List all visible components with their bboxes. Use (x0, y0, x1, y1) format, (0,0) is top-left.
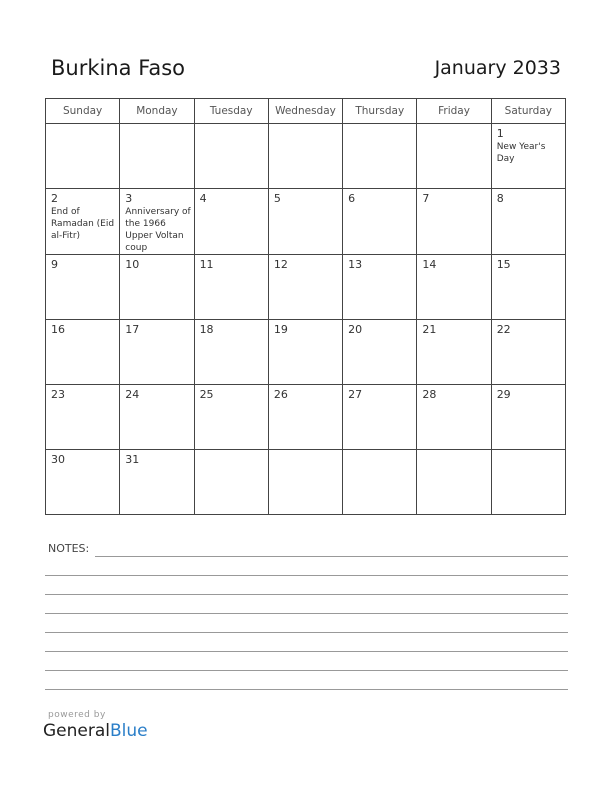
day-cell (120, 385, 194, 450)
day-number: 5 (273, 192, 281, 205)
holiday-label (492, 205, 565, 206)
holiday-label (417, 336, 490, 337)
day-cell (46, 450, 120, 515)
holiday-label (46, 401, 119, 402)
day-cell (343, 450, 417, 515)
holiday-label (46, 466, 119, 467)
day-cell (268, 124, 342, 189)
day-cell (491, 450, 565, 515)
weekday-saturday: Saturday (491, 99, 565, 124)
week-row (46, 189, 566, 255)
holiday-label (269, 336, 342, 337)
week-row (46, 124, 566, 189)
holiday-label: End of Ramadan (Eid al-Fitr) (51, 207, 115, 241)
day-number: 12 (273, 258, 288, 271)
day-number: 27 (348, 388, 363, 401)
holiday-label (195, 336, 268, 337)
holiday-label (343, 336, 416, 337)
note-line (45, 689, 568, 690)
day-cell (491, 189, 565, 255)
day-number: 16 (51, 323, 65, 336)
day-number: 6 (348, 192, 356, 205)
day-cell (268, 450, 342, 515)
weekday-monday: Monday (120, 99, 194, 124)
day-number: 22 (496, 323, 511, 336)
note-line (45, 594, 568, 595)
day-cell (268, 385, 342, 450)
holiday-label (46, 127, 119, 128)
holiday-label (343, 453, 416, 454)
holiday-label (343, 271, 416, 272)
day-cell (417, 189, 491, 255)
day-number: 9 (51, 258, 58, 271)
country-title: Burkina Faso (51, 56, 186, 80)
day-cell (491, 320, 565, 385)
day-cell (194, 189, 268, 255)
holiday-label (195, 453, 268, 454)
day-cell (46, 189, 120, 255)
day-number: 18 (199, 323, 214, 336)
day-cell (268, 255, 342, 320)
day-number: 11 (199, 258, 214, 271)
holiday-label (120, 336, 193, 337)
holiday-label (343, 401, 416, 402)
holiday-label (120, 466, 193, 467)
day-cell (46, 385, 120, 450)
holiday-label (417, 127, 490, 128)
holiday-label (417, 271, 490, 272)
holiday-label (195, 205, 268, 206)
holiday-label (269, 401, 342, 402)
notes-label: NOTES: (48, 542, 90, 555)
day-number: 14 (422, 258, 437, 271)
day-cell (46, 255, 120, 320)
day-cell (120, 124, 194, 189)
day-number: 1 (496, 127, 504, 140)
weekday-header-row (46, 99, 566, 124)
note-line (45, 613, 568, 614)
week-row (46, 385, 566, 450)
day-number: 4 (199, 192, 207, 205)
day-cell (417, 450, 491, 515)
day-cell (268, 320, 342, 385)
weekday-sunday: Sunday (46, 99, 120, 124)
day-number: 19 (273, 323, 288, 336)
day-cell (120, 320, 194, 385)
holiday-label (417, 401, 490, 402)
day-number: 29 (496, 388, 511, 401)
day-number: 24 (125, 388, 140, 401)
day-cell (417, 385, 491, 450)
holiday-label (120, 271, 193, 272)
holiday-label (269, 453, 342, 454)
holiday-label (46, 271, 119, 272)
note-line (45, 575, 568, 576)
day-number: 28 (422, 388, 437, 401)
day-number: 17 (125, 323, 140, 336)
day-number: 3 (125, 192, 133, 205)
day-number: 31 (125, 453, 140, 466)
day-cell (491, 124, 565, 189)
day-cell (194, 255, 268, 320)
brand-general: General (43, 721, 110, 741)
day-cell (194, 450, 268, 515)
calendar-grid (45, 98, 566, 515)
week-row (46, 320, 566, 385)
holiday-label (343, 127, 416, 128)
day-cell (194, 385, 268, 450)
day-number: 23 (51, 388, 65, 401)
day-number: 20 (348, 323, 363, 336)
day-cell (491, 385, 565, 450)
holiday-label (269, 127, 342, 128)
day-cell (120, 450, 194, 515)
day-number: 30 (51, 453, 65, 466)
holiday-label (417, 453, 490, 454)
day-number: 15 (496, 258, 511, 271)
powered-by-text: powered by (48, 710, 106, 720)
weekday-tuesday: Tuesday (194, 99, 268, 124)
day-number: 2 (51, 192, 58, 205)
holiday-label (120, 401, 193, 402)
day-number: 25 (199, 388, 214, 401)
day-number: 26 (273, 388, 288, 401)
day-number: 13 (348, 258, 363, 271)
month-year-title: January 2033 (434, 57, 561, 79)
holiday-label (269, 271, 342, 272)
holiday-label (417, 205, 490, 206)
weekday-wednesday: Wednesday (268, 99, 342, 124)
day-cell (343, 385, 417, 450)
day-cell (46, 124, 120, 189)
holiday-label: New Year's Day (496, 142, 546, 164)
day-cell (343, 255, 417, 320)
note-line (45, 651, 568, 652)
day-number: 7 (422, 192, 430, 205)
day-cell (120, 255, 194, 320)
day-cell (46, 320, 120, 385)
holiday-label (269, 205, 342, 206)
day-cell (343, 189, 417, 255)
day-cell (417, 255, 491, 320)
brand-blue: Blue (110, 721, 148, 741)
weekday-thursday: Thursday (343, 99, 417, 124)
day-cell (194, 320, 268, 385)
holiday-label: Anniversary of the 1966 Upper Voltan coup (125, 207, 191, 253)
note-line (45, 632, 568, 633)
day-cell (417, 320, 491, 385)
holiday-label (195, 271, 268, 272)
note-line (45, 670, 568, 671)
week-row (46, 255, 566, 320)
holiday-label (492, 401, 565, 402)
holiday-label (195, 127, 268, 128)
weekday-friday: Friday (417, 99, 491, 124)
day-cell (194, 124, 268, 189)
note-line (95, 556, 568, 557)
holiday-label (120, 127, 193, 128)
holiday-label (492, 271, 565, 272)
holiday-label (343, 205, 416, 206)
week-row (46, 450, 566, 515)
holiday-label (195, 401, 268, 402)
day-cell (491, 255, 565, 320)
day-cell (120, 189, 194, 255)
day-cell (417, 124, 491, 189)
day-cell (343, 124, 417, 189)
day-cell (343, 320, 417, 385)
holiday-label (492, 453, 565, 454)
day-number: 10 (125, 258, 140, 271)
day-number: 21 (422, 323, 437, 336)
day-cell (268, 189, 342, 255)
day-number: 8 (496, 192, 504, 205)
holiday-label (492, 336, 565, 337)
generalblue-logo[interactable] (43, 721, 148, 741)
holiday-label (46, 336, 119, 337)
